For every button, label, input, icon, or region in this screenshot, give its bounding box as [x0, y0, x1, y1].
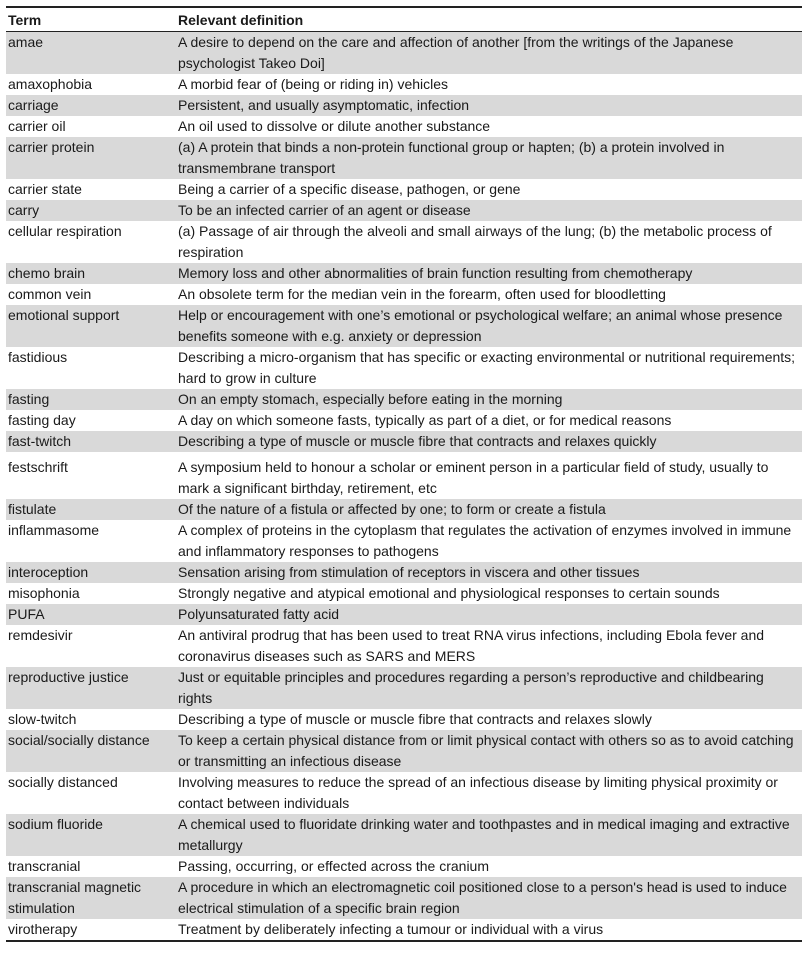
definition-cell: Memory loss and other abnormalities of brain function resulting from chemotherapy [176, 263, 802, 284]
table-row [6, 95, 802, 116]
table-row [6, 730, 802, 772]
table-row [6, 520, 802, 562]
header-definition: Relevant definition [176, 7, 802, 32]
definition-cell: Help or encouragement with one’s emotional or psychological welfare; an animal whose presence benefits someone with e.g. anxiety or depression [176, 305, 802, 347]
definition-cell: To be an infected carrier of an agent or disease [176, 200, 802, 221]
table-row [6, 137, 802, 179]
table-row [6, 200, 802, 221]
term-cell: carrier oil [8, 118, 66, 134]
term-cell: cellular respiration [8, 223, 122, 239]
table-row [6, 116, 802, 137]
term-cell: common vein [8, 286, 92, 302]
term-cell: sodium fluoride [6, 814, 176, 856]
table-row [6, 856, 802, 877]
table-row [6, 562, 802, 583]
definition-cell: Sensation arising from stimulation of receptors in viscera and other tissues [176, 562, 802, 583]
table-body [6, 32, 802, 942]
term-cell: carriage [6, 95, 176, 116]
header-term: Term [6, 7, 176, 32]
table-row [6, 814, 802, 856]
table-row [6, 389, 802, 410]
term-cell: misophonia [8, 585, 80, 601]
definition-cell: A procedure in which an electromagnetic coil positioned close to a person's head is used to induce electrical stimulation of a specific brain region [176, 877, 802, 919]
table-row [6, 919, 802, 941]
table-row [6, 625, 802, 667]
definition-cell: Treatment by deliberately infecting a tumour or individual with a virus [176, 919, 802, 941]
table-row [6, 221, 802, 263]
definition-cell: On an empty stomach, especially before eating in the morning [176, 389, 802, 410]
table-row [6, 32, 802, 75]
definition-cell: (a) Passage of air through the alveoli and small airways of the lung; (b) the metabolic process of respiration [178, 223, 772, 260]
table-row [6, 709, 802, 730]
definition-cell: A symposium held to honour a scholar or eminent person in a particular field of study, usually to mark a significant birthday, retirement, etc [178, 459, 769, 496]
definition-cell: Of the nature of a fistula or affected by one; to form or create a fistula [176, 499, 802, 520]
term-cell: amae [6, 32, 176, 75]
term-cell: PUFA [6, 604, 176, 625]
definition-cell: A complex of proteins in the cytoplasm that regulates the activation of enzymes involved in immune and inflammatory responses to pathogens [178, 522, 792, 559]
term-cell: slow-twitch [8, 711, 77, 727]
term-cell: social/socially distance [6, 730, 176, 772]
table-row [6, 410, 802, 431]
table-row [6, 452, 802, 499]
table-row [6, 667, 802, 709]
table-row [6, 305, 802, 347]
table-row [6, 284, 802, 305]
table-row [6, 263, 802, 284]
definition-cell: An obsolete term for the median vein in the forearm, often used for bloodletting [178, 286, 666, 302]
definition-cell: Being a carrier of a specific disease, pathogen, or gene [178, 181, 521, 197]
term-cell: fasting [6, 389, 176, 410]
term-cell: fastidious [8, 349, 68, 365]
definition-cell: Describing a type of muscle or muscle fibre that contracts and relaxes quickly [176, 431, 802, 452]
term-cell: fasting day [8, 412, 76, 428]
term-cell: transcranial [8, 858, 81, 874]
definition-cell: (a) A protein that binds a non-protein functional group or hapten; (b) a protein involved in transmembrane transport [176, 137, 802, 179]
glossary-table [6, 6, 802, 942]
definition-cell: A morbid fear of (being or riding in) vehicles [178, 76, 449, 92]
term-cell: socially distanced [8, 774, 118, 790]
table-row [6, 772, 802, 814]
definition-cell: A chemical used to fluoridate drinking water and toothpastes and in medical imaging and extractive metallurgy [176, 814, 802, 856]
definition-cell: An oil used to dissolve or dilute another substance [178, 118, 491, 134]
table-header-row [6, 7, 802, 32]
definition-cell: A day on which someone fasts, typically as part of a diet, or for medical reasons [178, 412, 672, 428]
glossary-table-container [6, 6, 802, 942]
term-cell: virotherapy [6, 919, 176, 941]
table-row [6, 583, 802, 604]
term-cell: inflammasome [8, 522, 100, 538]
term-cell: chemo brain [6, 263, 176, 284]
term-cell: remdesivir [8, 627, 73, 643]
definition-cell: Just or equitable principles and procedures regarding a person’s reproductive and childbearing rights [176, 667, 802, 709]
table-row [6, 877, 802, 919]
term-cell: carrier state [8, 181, 82, 197]
term-cell: interoception [6, 562, 176, 583]
term-cell: fast-twitch [6, 431, 176, 452]
table-row [6, 431, 802, 452]
definition-cell: To keep a certain physical distance from or limit physical contact with others so as to avoid catching or transmitting an infectious disease [176, 730, 802, 772]
definition-cell: Strongly negative and atypical emotional and physiological responses to certain sounds [178, 585, 720, 601]
term-cell: amaxophobia [8, 76, 93, 92]
term-cell: emotional support [6, 305, 176, 347]
term-cell: reproductive justice [6, 667, 176, 709]
definition-cell: An antiviral prodrug that has been used to treat RNA virus infections, including Ebola fever and coronavirus diseases such as SARS and MERS [178, 627, 765, 664]
definition-cell: Persistent, and usually asymptomatic, infection [176, 95, 802, 116]
definition-cell: Describing a micro-organism that has specific or exacting environmental or nutritional requirements; hard to grow in culture [178, 349, 796, 386]
table-row [6, 499, 802, 520]
term-cell: carry [6, 200, 176, 221]
term-cell: fistulate [6, 499, 176, 520]
table-row [6, 347, 802, 389]
definition-cell: Polyunsaturated fatty acid [176, 604, 802, 625]
term-cell: transcranial magnetic stimulation [6, 877, 176, 919]
definition-cell: Involving measures to reduce the spread of an infectious disease by limiting physical proximity or contact between individuals [178, 774, 778, 811]
table-row [6, 604, 802, 625]
table-row [6, 179, 802, 200]
definition-cell: A desire to depend on the care and affection of another [from the writings of the Japanese psychologist Takeo Doi] [176, 32, 802, 75]
definition-cell: Passing, occurring, or effected across the cranium [178, 858, 490, 874]
term-cell: carrier protein [6, 137, 176, 179]
definition-cell: Describing a type of muscle or muscle fibre that contracts and relaxes slowly [178, 711, 652, 727]
term-cell: festschrift [8, 459, 68, 475]
table-row [6, 74, 802, 95]
